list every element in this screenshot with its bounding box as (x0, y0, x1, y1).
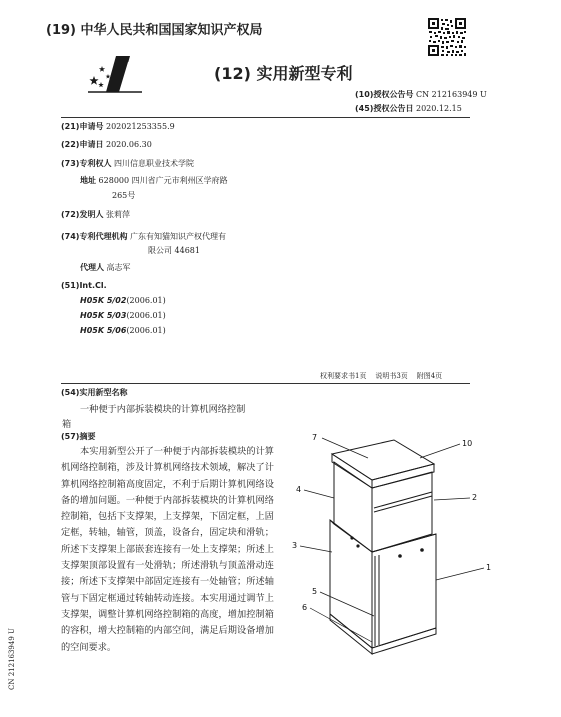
address-line2: 265号 (112, 191, 136, 200)
ipc-row (61, 281, 107, 290)
agency-code: (74) (61, 232, 80, 241)
agency-label: 专利代理机构 (79, 232, 128, 241)
address-line1: 628000 四川省广元市利州区学府路 (98, 176, 228, 185)
doc-type-text: 实用新型专利 (256, 64, 353, 83)
ipc-code: (51) (61, 281, 80, 290)
grant-number-value: CN 212163949 U (416, 90, 487, 99)
patentee-row (61, 158, 194, 169)
side-patent-number: CN 212163949 U (8, 628, 16, 690)
patentee-code: (73) (61, 159, 80, 168)
utility-model-title-line1: 一种便于内部拆装模块的计算机网络控制 (80, 404, 246, 415)
office-heading (46, 19, 263, 38)
doc-type-code: (12) (214, 64, 251, 83)
figure-label-5: 5 (312, 587, 318, 596)
inventor-code: (72) (61, 210, 80, 219)
ipc-class: H05K 5/02 (80, 296, 127, 305)
grant-number-line (355, 89, 487, 100)
top-cover (332, 440, 434, 480)
agent-row (80, 262, 131, 273)
figure-label-6: 6 (302, 603, 308, 612)
address-row (80, 175, 228, 186)
abstract-code: (57) (61, 432, 80, 441)
title-label: 实用新型名称 (79, 388, 128, 397)
office-name: 中华人民共和国国家知识产权局 (80, 23, 263, 38)
inventor-row (61, 209, 130, 220)
figure-label-1: 1 (486, 563, 492, 572)
cnipa-logo-icon (86, 52, 144, 94)
ipc-year: (2006.01) (126, 326, 166, 335)
title-row (61, 387, 127, 398)
ipc-label: Int.Cl. (79, 281, 107, 290)
agency-row (61, 231, 226, 242)
app-date-code: (22) (61, 140, 80, 149)
inventor-value: 张莉萍 (106, 210, 130, 219)
grant-date-label: 授权公告日 (373, 104, 414, 113)
agency-line1: 广东有知猫知识产权代理有 (130, 232, 226, 241)
network-control-box-figure (284, 428, 504, 674)
agent-value: 高志军 (106, 263, 131, 272)
ipc-class: H05K 5/03 (80, 311, 127, 320)
grant-date-code: (45) (355, 104, 374, 113)
app-no-value: 202021253355.9 (106, 122, 175, 131)
grant-date-line (355, 103, 462, 114)
abstract-label: 摘要 (79, 432, 96, 441)
patentee-label: 专利权人 (79, 159, 112, 168)
grant-number-code: (10) (355, 90, 374, 99)
upper-front (372, 472, 432, 552)
agency-line2: 限公司 44681 (148, 246, 200, 255)
ipc-year: (2006.01) (126, 296, 166, 305)
figure-label-10: 10 (462, 439, 473, 448)
app-date-label: 申请日 (79, 140, 104, 149)
ipc-entry (80, 311, 166, 320)
agent-label: 代理人 (80, 263, 104, 272)
abstract-text: 本实用新型公开了一种便于内部拆装模块的计算机网络控制箱，涉及计算机网络技术领域，解决了计算机网络控制箱高度固定，不利于后期计算机网络设备的增加问题。一种便于内部拆装模块的计算机网络控制箱，包括下支撑架，上支撑架，下固定框，上固定框，转轴，轴管，顶盖，设备台，固定块和滑轨；所述下支撑架上部嵌套连接有一处上支撑架；所述上支撑架顶部设置有一处滑轨；所述滑轨与顶盖滑动连接；所述下支撑架中部固定连接有一处轴管；所述轴管与下固定框通过转轴转动连接。本实用通过调节上支撑架，调整计算机网络控制箱的高度，增加控制箱的容积，增大控制箱的内部空间，满足后期设备增加的空间要求。 (61, 446, 274, 653)
figure-label-2: 2 (472, 493, 478, 502)
office-code: (19) (46, 23, 76, 38)
address-label: 地址 (80, 176, 96, 185)
application-date-row (61, 139, 152, 150)
document-type (214, 61, 352, 84)
abstract-heading (61, 431, 95, 442)
grant-date-value: 2020.12.15 (416, 104, 462, 113)
ipc-year: (2006.01) (126, 311, 166, 320)
section-divider (61, 383, 470, 384)
app-no-code: (21) (61, 122, 80, 131)
figure-label-3: 3 (292, 541, 298, 550)
app-no-label: 申请号 (79, 122, 104, 131)
ipc-entry (80, 296, 166, 305)
app-date-value: 2020.06.30 (106, 140, 152, 149)
figure-label-4: 4 (296, 485, 302, 494)
utility-model-title-line2: 箱 (62, 419, 72, 430)
page-counts: 权利要求书1页 说明书3页 附图4页 (320, 372, 443, 380)
ipc-entry (80, 326, 166, 335)
title-code: (54) (61, 388, 80, 397)
figure-label-7: 7 (312, 433, 318, 442)
qr-code-icon (427, 17, 467, 57)
application-number-row (61, 121, 175, 132)
patentee-value: 四川信息职业技术学院 (114, 159, 194, 168)
ipc-class: H05K 5/06 (80, 326, 127, 335)
inventor-label: 发明人 (79, 210, 104, 219)
grant-number-label: 授权公告号 (373, 90, 414, 99)
header-divider (61, 117, 470, 118)
